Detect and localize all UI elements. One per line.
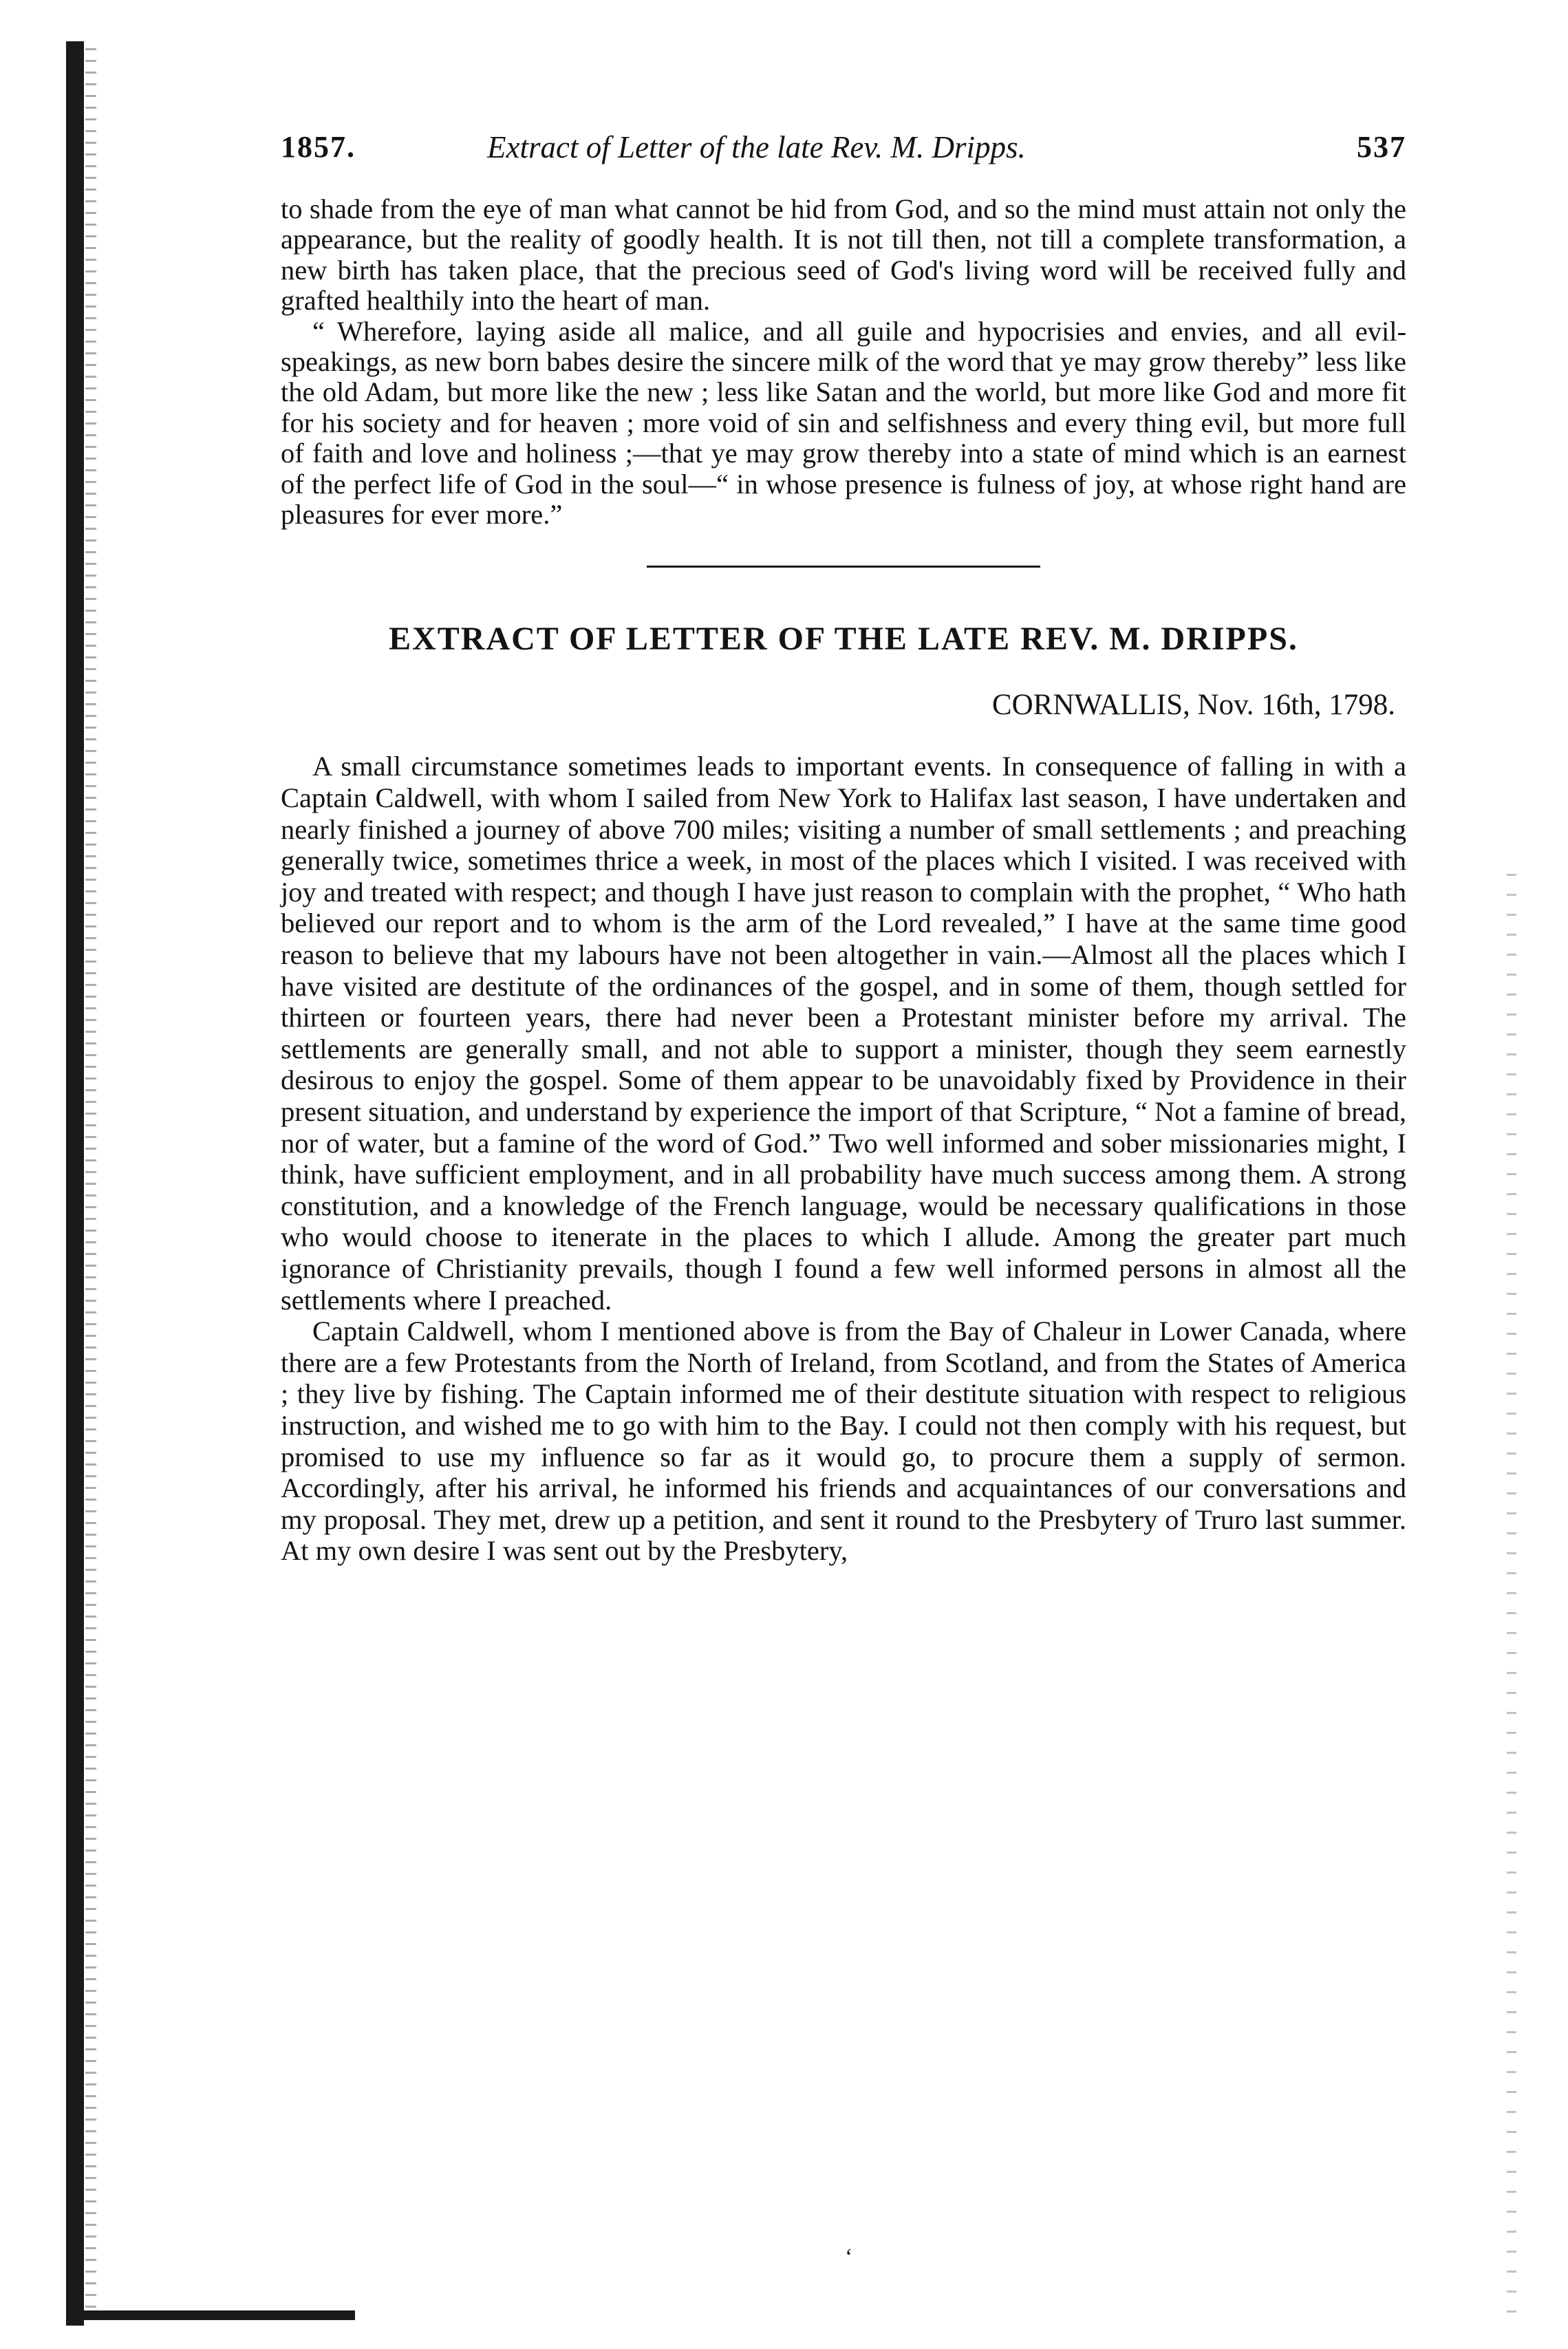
body-paragraph: Captain Caldwell, whom I mentioned above is from the Bay of Chaleur in Lower Canada, where there are a few Protestants from the North of Ireland, from Scotland, and from the States of America ; they live by fishing. The Captain informed me of their destitute situation with respect to religious instruction, and wished me to go with him to the Bay. I could not then comply with his request, but promised to use my influence so far as it would go, to procure them a supply of sermon. Accordingly, after his arrival, he informed his friends and acquaintances of our conversations and my proposal. They met, drew up a petition, and sent it round to the Presbytery of Truro last summer. At my own desire I was sent out by the Presbytery,	[281, 1316, 1406, 1567]
letter-body	[281, 751, 1406, 1566]
binding-foot-edge	[66, 2310, 355, 2320]
binding-speckle	[85, 48, 96, 2319]
running-head-title: Extract of Letter of the late Rev. M. Dripps.	[487, 130, 1026, 164]
body-paragraph: to shade from the eye of man what cannot be hid from God, and so the mind must attain not only the appearance, but the reality of goodly health. It is not till then, not till a complete transformation, a new birth has taken place, that the precious seed of God's living word will be received fully and grafted healthily into the heart of man.	[281, 193, 1406, 317]
running-head-year: 1857.	[281, 130, 356, 164]
page-number: 537	[1357, 130, 1406, 164]
section-divider-rule	[647, 566, 1040, 568]
running-head	[281, 129, 1406, 178]
letter-dateline: CORNWALLIS, Nov. 16th, 1798.	[991, 689, 1395, 722]
body-paragraph: “ Wherefore, laying aside all malice, and all guile and hypocrisies and envies, and all evil-speakings, as new born babes desire the sincere milk of the word that ye may grow thereby” less like the old Adam, but more like the new ; less like Satan and the world, but more like God and more fit for his society and for heaven ; more void of sin and selfishness and every thing evil, but more full of faith and love and holiness ;—that ye may grow thereby into a state of mind which is an earnest of the perfect life of God in the soul—“ in whose presence is fulness of joy, at whose right hand are pleasures for ever more.”	[281, 315, 1406, 530]
printed-page	[281, 129, 1406, 1567]
page-binding-edge	[66, 41, 84, 2326]
right-margin-speckle	[1507, 874, 1516, 2319]
body-paragraph: A small circumstance sometimes leads to important events. In consequence of falling in with a Captain Caldwell, with whom I sailed from New York to Halifax last season, I have undertaken and nearly finished a journey of above 700 miles; visiting a number of small settlements ; and preaching generally twice, sometimes thrice a week, in most of the places which I visited. I was received with joy and treated with respect; and though I have just reason to complain with the prophet, “ Who hath believed our report and to whom is the arm of the Lord revealed,” I have at the same time good reason to believe that my labours have not been altogether in vain.—Almost all the places which I have visited are destitute of the ordinances of the gospel, and in some of them, though settled for thirteen or fourteen years, there had never been a Protestant minister before my arrival. The settlements are generally small, and not able to support a minister, though they seem earnestly desirous to enjoy the gospel. Some of them appear to be unavoidably fixed by Providence in their present situation, and understand by experience the import of that Scripture, “ Not a famine of bread, nor of water, but a famine of the word of God.” Two well informed and sober missionaries might, I think, have sufficient employment, and in all probability have much success among them. A strong constitution, and a knowledge of the French language, would be necessary qualifications in those who would choose to itenerate in the places to which I allude. Among the greater part much ignorance of Christianity prevails, though I found a few well informed persons in almost all the settlements where I preached.	[281, 751, 1406, 1316]
continued-article	[281, 194, 1406, 530]
footer-printer-mark: ‘	[845, 2244, 853, 2270]
article-heading: EXTRACT OF LETTER OF THE LATE REV. M. DRIPPS.	[389, 621, 1298, 658]
